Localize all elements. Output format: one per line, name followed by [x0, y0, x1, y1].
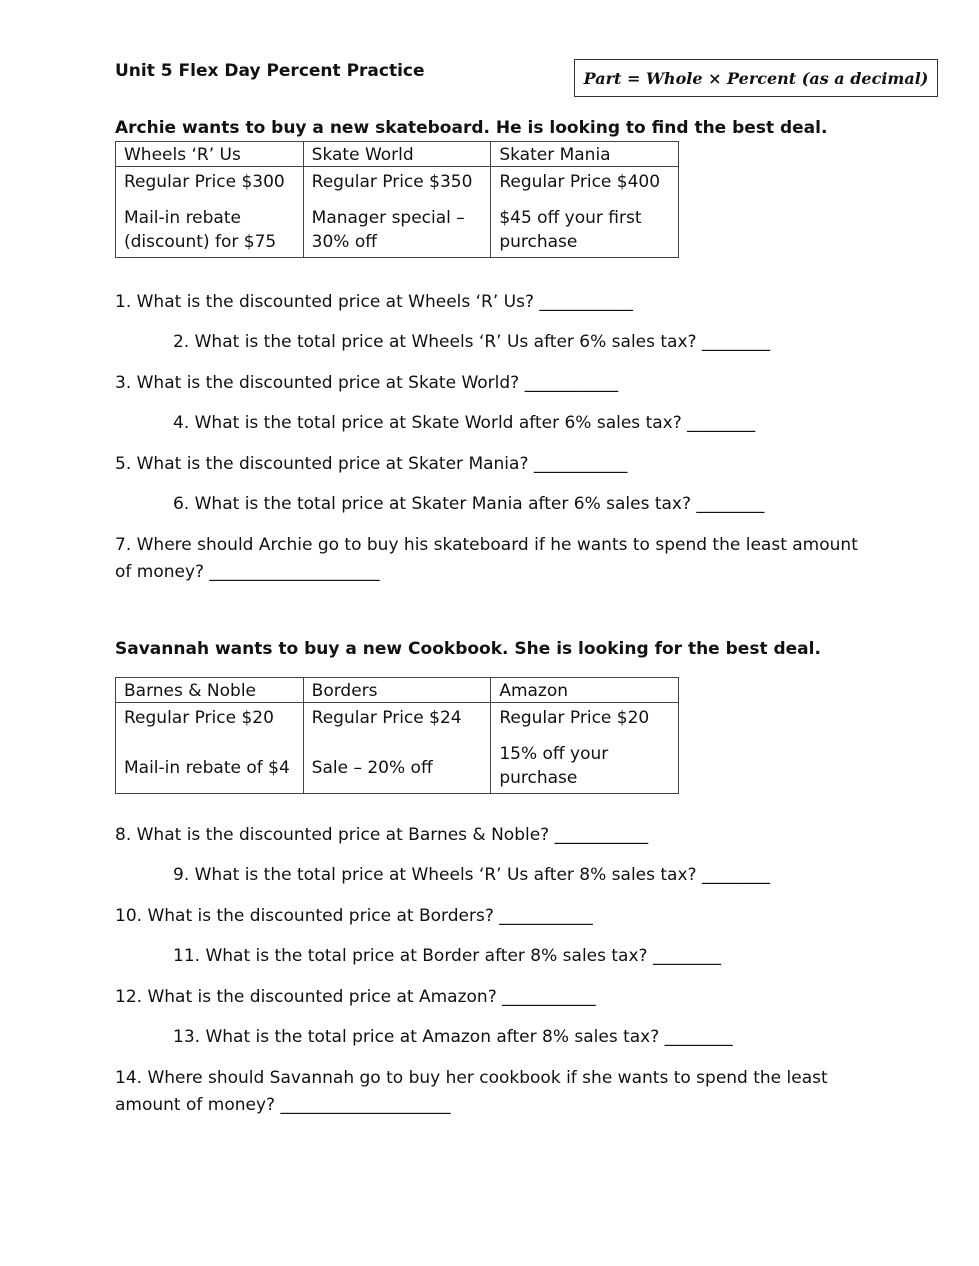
table-row: [116, 167, 679, 258]
regular-price: Regular Price $20: [124, 708, 274, 728]
store-cell: [116, 703, 304, 794]
skateboard-deals-table: [115, 141, 679, 258]
store-name: Skater Mania: [491, 142, 679, 167]
store-name: Barnes & Noble: [116, 678, 304, 703]
question-3: 3. What is the discounted price at Skate World? ___________: [115, 373, 619, 393]
question-8: 8. What is the discounted price at Barnes & Noble? ___________: [115, 825, 649, 845]
formula-box: Part = Whole × Percent (as a decimal): [574, 59, 938, 97]
question-12: 12. What is the discounted price at Amazon? ___________: [115, 987, 596, 1007]
deal-text: Manager special – 30% off: [311, 208, 465, 252]
store-cell: [303, 167, 491, 258]
store-cell: [303, 703, 491, 794]
question-14: 14. Where should Savannah go to buy her cookbook if she wants to spend the least amount of money? ____________________: [115, 1068, 828, 1115]
store-name: Amazon: [491, 678, 679, 703]
store-name: Wheels ‘R’ Us: [116, 142, 304, 167]
store-cell: [491, 167, 679, 258]
store-name: Borders: [303, 678, 491, 703]
deal-text: Mail-in rebate of $4: [124, 758, 290, 778]
question-5: 5. What is the discounted price at Skater Mania? ___________: [115, 454, 628, 474]
table-header-row: [116, 678, 679, 703]
deal-text: 15% off your purchase: [499, 744, 609, 788]
section1-heading: Archie wants to buy a new skateboard. He is looking to find the best deal.: [115, 118, 828, 138]
page-title: Unit 5 Flex Day Percent Practice: [115, 61, 425, 81]
regular-price: Regular Price $24: [311, 708, 462, 728]
regular-price: Regular Price $400: [499, 172, 661, 192]
question-10: 10. What is the discounted price at Borders? ___________: [115, 906, 593, 926]
question-11: 11. What is the total price at Border after 8% sales tax? ________: [173, 946, 721, 966]
store-cell: [491, 703, 679, 794]
question-7: 7. Where should Archie go to buy his skateboard if he wants to spend the least amount of money? ____________________: [115, 535, 858, 582]
regular-price: Regular Price $20: [499, 708, 650, 728]
question-1: 1. What is the discounted price at Wheels ‘R’ Us? ___________: [115, 292, 633, 312]
question-13: 13. What is the total price at Amazon after 8% sales tax? ________: [173, 1027, 733, 1047]
question-9: 9. What is the total price at Wheels ‘R’ Us after 8% sales tax? ________: [173, 865, 770, 885]
regular-price: Regular Price $300: [124, 172, 285, 192]
deal-text: Mail-in rebate (discount) for $75: [124, 208, 277, 252]
deal-text: Sale – 20% off: [311, 758, 433, 778]
cookbook-deals-table: [115, 677, 679, 794]
table-header-row: [116, 142, 679, 167]
section2-heading: Savannah wants to buy a new Cookbook. She is looking for the best deal.: [115, 639, 821, 659]
store-cell: [116, 167, 304, 258]
deal-text: $45 off your first purchase: [499, 208, 642, 252]
regular-price: Regular Price $350: [311, 172, 473, 192]
question-6: 6. What is the total price at Skater Mania after 6% sales tax? ________: [173, 494, 765, 514]
question-2: 2. What is the total price at Wheels ‘R’ Us after 6% sales tax? ________: [173, 332, 770, 352]
question-4: 4. What is the total price at Skate World after 6% sales tax? ________: [173, 413, 756, 433]
table-row: [116, 703, 679, 794]
store-name: Skate World: [303, 142, 491, 167]
